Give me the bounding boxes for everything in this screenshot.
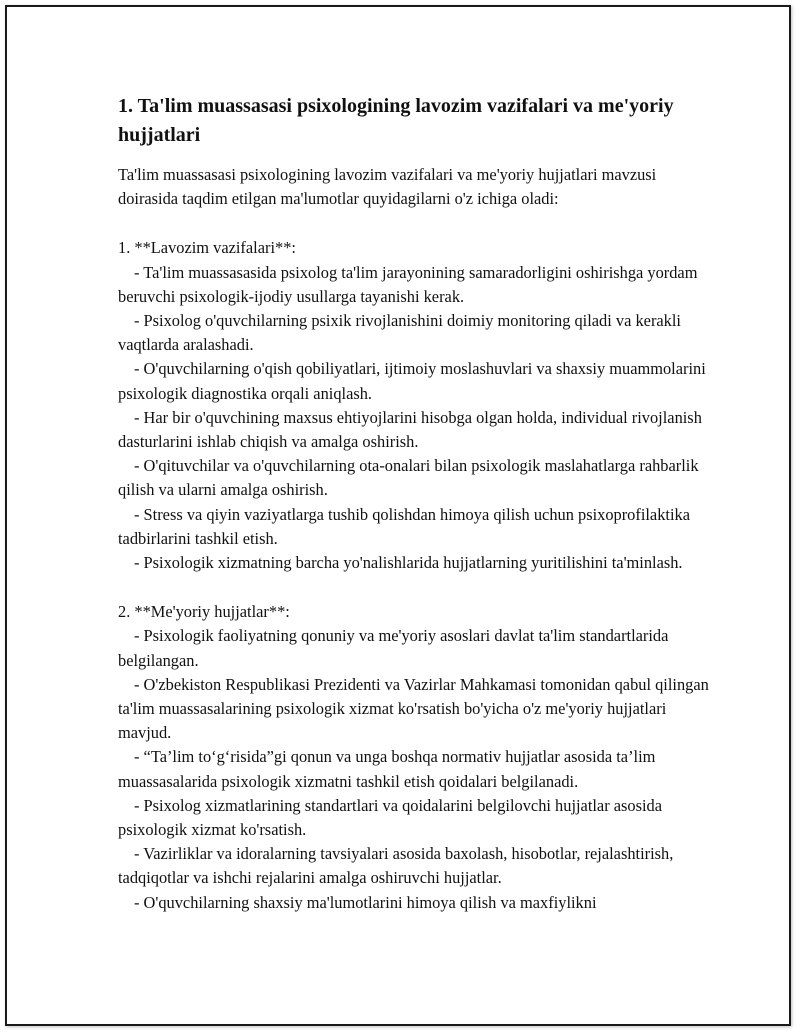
- list-item: - Psixolog xizmatlarining standartlari va qoidalarini belgilovchi hujjatlar asosida psixologik xizmat ko'rsatish.: [118, 795, 667, 840]
- list-item: - O'zbekiston Respublikasi Prezidenti va Vazirlar Mahkamasi tomonidan qabul qilingan ta'lim muassasalarining psixologik xizmat ko'rsatish bo'yicha o'z me'yoriy hujjatlari mavjud.: [118, 674, 713, 743]
- list-item: - Psixologik faoliyatning qonuniy va me'yoriy asoslari davlat ta'lim standartlarida belgilangan.: [118, 626, 673, 670]
- intro-paragraph: Ta'lim muassasasi psixologining lavozim vazifalari va me'yoriy hujjatlari mavzusi doirasida taqdim etilgan ma'lumotlar quyidagilarni o'z ichiga oladi:: [118, 165, 661, 209]
- document-body: [118, 92, 718, 915]
- section-duties: [118, 236, 718, 575]
- section-heading: 2. **Me'yoriy hujjatlar**:: [118, 602, 290, 622]
- list-item: - O'qituvchilar va o'quvchilarning ota-onalari bilan psixologik maslahatlarga rahbarlik qilish va ularni amalga oshirish.: [118, 456, 703, 500]
- list-item: - “Ta’lim to‘g‘risida”gi qonun va unga boshqa normativ hujjatlar asosida ta’lim muassasalarida psixologik xizmatni tashkil etish qoidalari belgilanadi.: [118, 747, 660, 791]
- list-item: - Ta'lim muassasasida psixolog ta'lim jarayonining samaradorligini oshirishga yordam beruvchi psixologik-ijodiy usullarga tayanishi kerak.: [118, 262, 702, 306]
- list-item: - O'quvchilarning shaxsiy ma'lumotlarini himoya qilish va maxfiylikni: [134, 892, 597, 912]
- list-item: - Vazirliklar va idoralarning tavsiyalari asosida baxolash, hisobotlar, rejalashtirish, tadqiqotlar va ishchi rejalarini amalga oshiruvchi hujjatlar.: [118, 844, 678, 888]
- list-item: - Psixologik xizmatning barcha yo'nalishlarida hujjatlarning yuritilishini ta'minlash.: [134, 553, 683, 573]
- list-item: - Har bir o'quvchining maxsus ehtiyojlarini hisobga olgan holda, individual rivojlanish dasturlarini ishlab chiqish va amalga oshirish.: [118, 407, 706, 452]
- list-item: - O'quvchilarning o'qish qobiliyatlari, ijtimoiy moslashuvlari va shaxsiy muammolarini psixologik diagnostika orqali aniqlash.: [118, 359, 710, 403]
- document-title: 1. Ta'lim muassasasi psixologining lavozim vazifalari va me'yoriy hujjatlari: [118, 95, 674, 146]
- list-item: - Psixolog o'quvchilarning psixik rivojlanishini doimiy monitoring qiladi va kerakli vaqtlarda aralashadi.: [118, 311, 686, 355]
- section-regulatory-documents: [118, 600, 718, 915]
- list-item: - Stress va qiyin vaziyatlarga tushib qolishdan himoya qilish uchun psixoprofilaktika tadbirlarini tashkil etish.: [118, 504, 695, 548]
- section-heading: 1. **Lavozim vazifalari**:: [118, 238, 296, 258]
